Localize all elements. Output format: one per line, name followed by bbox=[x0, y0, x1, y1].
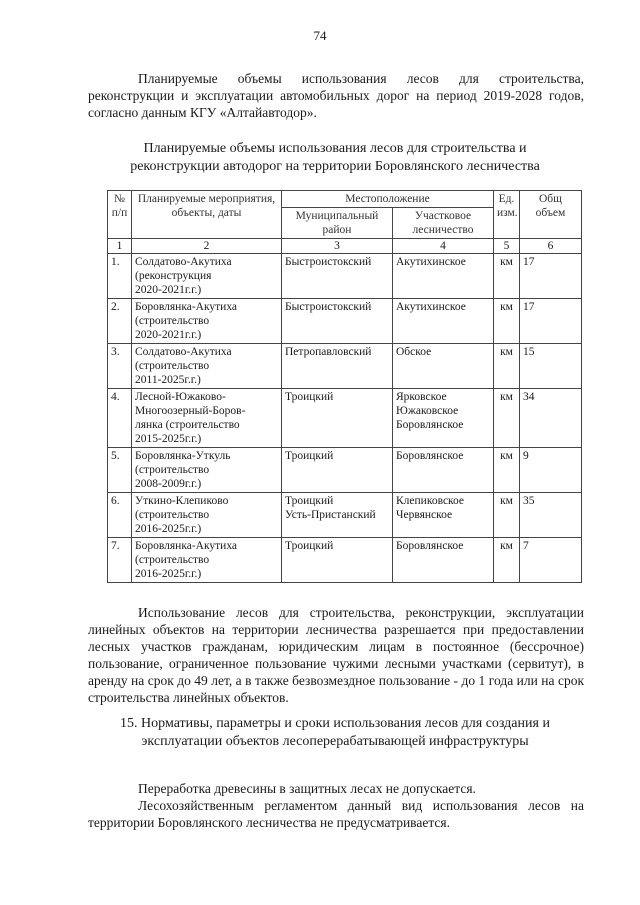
table-row bbox=[108, 344, 582, 389]
cell-unit: км bbox=[494, 344, 520, 389]
district-line: Ярковское bbox=[396, 391, 447, 403]
regulation-paragraph: Лесохозяйственным регламентом данный вид использования лесов на территории Боровлянского лесничества не предусматривается. bbox=[88, 798, 584, 830]
cell-volume: 7 bbox=[520, 538, 582, 583]
row-number: 4. bbox=[108, 389, 132, 448]
linear-objects-paragraph: Использование лесов для строительства, реконструкции, эксплуатации линейных объектов на территории лесничества разрешается при предоставлении лесных участков гражданам, юридическим лицам в постоянное (бессрочное) пользование, ограниченное пользование чужими лесными участками (сервитут), в аренду на срок до 49 лет, а в также безвозмездное пользование - до 1 года или на срок строительства линейных объектов. bbox=[88, 605, 584, 705]
row-number: 5. bbox=[108, 448, 132, 493]
column-number-row bbox=[108, 239, 582, 254]
cell-unit: км bbox=[494, 448, 520, 493]
header-district: Участковое лесничество bbox=[393, 208, 494, 239]
events-line: Боровлянка-Акутиха bbox=[135, 301, 238, 313]
cell-events bbox=[132, 448, 282, 493]
cell-district bbox=[393, 299, 494, 344]
events-line: Солдатово-Акутиха bbox=[135, 256, 232, 268]
cell-district bbox=[393, 538, 494, 583]
events-line: 2008-2009г.г.) bbox=[135, 478, 202, 490]
cell-volume: 35 bbox=[520, 493, 582, 538]
municipal-line: Троицкий bbox=[285, 450, 334, 462]
header-municipal: Муниципальный район bbox=[282, 208, 393, 239]
district-line: Боровлянское bbox=[396, 450, 464, 462]
cell-events bbox=[132, 389, 282, 448]
forest-use-table bbox=[107, 190, 582, 583]
events-line: (строительство bbox=[135, 315, 210, 327]
table-row bbox=[108, 389, 582, 448]
cell-events bbox=[132, 538, 282, 583]
row-number: 3. bbox=[108, 344, 132, 389]
district-line: Боровлянское bbox=[396, 419, 464, 431]
cell-municipal bbox=[282, 344, 393, 389]
municipal-line: Троицкий bbox=[285, 391, 334, 403]
district-line: Клепиковское bbox=[396, 495, 465, 507]
cell-municipal bbox=[282, 254, 393, 299]
column-number: 5 bbox=[494, 239, 520, 254]
column-number: 6 bbox=[520, 239, 582, 254]
header-volume: Общ объем bbox=[520, 191, 582, 239]
cell-municipal bbox=[282, 493, 393, 538]
district-line: Боровлянское bbox=[396, 540, 464, 552]
municipal-line: Быстроистокский bbox=[285, 256, 372, 268]
municipal-line: Петропавловский bbox=[285, 346, 372, 358]
column-number: 2 bbox=[132, 239, 282, 254]
events-line: 2020-2021г.г.) bbox=[135, 284, 202, 296]
cell-unit: км bbox=[494, 538, 520, 583]
cell-unit: км bbox=[494, 389, 520, 448]
cell-events bbox=[132, 254, 282, 299]
events-line: 2020-2021г.г.) bbox=[135, 329, 202, 341]
row-number: 1. bbox=[108, 254, 132, 299]
events-line: лянка (строительство bbox=[135, 419, 240, 431]
row-number: 7. bbox=[108, 538, 132, 583]
district-line: Южаковское bbox=[396, 405, 459, 417]
cell-municipal bbox=[282, 538, 393, 583]
header-num: № п/п bbox=[108, 191, 132, 239]
table-row bbox=[108, 493, 582, 538]
cell-district bbox=[393, 493, 494, 538]
row-number: 6. bbox=[108, 493, 132, 538]
table-row bbox=[108, 299, 582, 344]
table-row bbox=[108, 538, 582, 583]
table-row bbox=[108, 254, 582, 299]
row-number: 2. bbox=[108, 299, 132, 344]
events-line: 2011-2025г.г.) bbox=[135, 374, 201, 386]
table-row bbox=[108, 448, 582, 493]
events-line: (строительство bbox=[135, 464, 210, 476]
column-number: 4 bbox=[393, 239, 494, 254]
header-events: Планируемые мероприятия, объекты, даты bbox=[132, 191, 282, 239]
header-location: Местоположение bbox=[282, 191, 494, 208]
events-line: Боровлянка-Акутиха bbox=[135, 540, 238, 552]
table-caption: Планируемые объемы использования лесов для строительства и реконструкции автодорог на территории Боровлянского лесничества bbox=[130, 141, 540, 174]
cell-municipal bbox=[282, 299, 393, 344]
events-line: Уткино-Клепиково bbox=[135, 495, 229, 507]
cell-events bbox=[132, 344, 282, 389]
cell-events bbox=[132, 299, 282, 344]
cell-district bbox=[393, 254, 494, 299]
column-number: 1 bbox=[108, 239, 132, 254]
cell-volume: 17 bbox=[520, 299, 582, 344]
intro-paragraph: Планируемые объемы использования лесов для строительства, реконструкции и эксплуатации автомобильных дорог на период 2019-2028 годов, согласно данным КГУ «Алтайавтодор». bbox=[88, 71, 584, 120]
cell-volume: 9 bbox=[520, 448, 582, 493]
events-line: Лесной-Южаково- bbox=[135, 391, 226, 403]
events-line: (строительство bbox=[135, 509, 210, 521]
events-line: Солдатово-Акутиха bbox=[135, 346, 232, 358]
cell-district bbox=[393, 389, 494, 448]
cell-volume: 34 bbox=[520, 389, 582, 448]
district-line: Обское bbox=[396, 346, 432, 358]
cell-volume: 15 bbox=[520, 344, 582, 389]
events-line: 2015-2025г.г.) bbox=[135, 433, 202, 445]
cell-municipal bbox=[282, 448, 393, 493]
column-number: 3 bbox=[282, 239, 393, 254]
events-line: (реконструкция bbox=[135, 270, 212, 282]
cell-volume: 17 bbox=[520, 254, 582, 299]
events-line: 2016-2025г.г.) bbox=[135, 568, 202, 580]
section-heading: 15. Нормативы, параметры и сроки использования лесов для создания и эксплуатации объектов лесоперерабатывающей инфраструктуры bbox=[120, 716, 550, 749]
page-number: 74 bbox=[313, 28, 327, 43]
district-line: Червянское bbox=[396, 509, 453, 521]
cell-district bbox=[393, 448, 494, 493]
district-line: Акутихинское bbox=[396, 256, 466, 268]
cell-district bbox=[393, 344, 494, 389]
events-line: 2016-2025г.г.) bbox=[135, 523, 202, 535]
cell-unit: км bbox=[494, 493, 520, 538]
municipal-line: Троицкий bbox=[285, 540, 334, 552]
cell-events bbox=[132, 493, 282, 538]
cell-unit: км bbox=[494, 299, 520, 344]
district-line: Акутихинское bbox=[396, 301, 466, 313]
municipal-line: Быстроистокский bbox=[285, 301, 372, 313]
municipal-line: Троицкий bbox=[285, 495, 334, 507]
wood-processing-paragraph: Переработка древесины в защитных лесах не допускается. bbox=[138, 781, 476, 796]
header-unit: Ед. изм. bbox=[494, 191, 520, 239]
events-line: Боровлянка-Уткуль bbox=[135, 450, 231, 462]
cell-municipal bbox=[282, 389, 393, 448]
events-line: Многоозерный-Боров- bbox=[135, 405, 246, 417]
events-line: (строительство bbox=[135, 360, 210, 372]
events-line: (строительство bbox=[135, 554, 210, 566]
municipal-line: Усть-Пристанский bbox=[285, 509, 376, 521]
cell-unit: км bbox=[494, 254, 520, 299]
